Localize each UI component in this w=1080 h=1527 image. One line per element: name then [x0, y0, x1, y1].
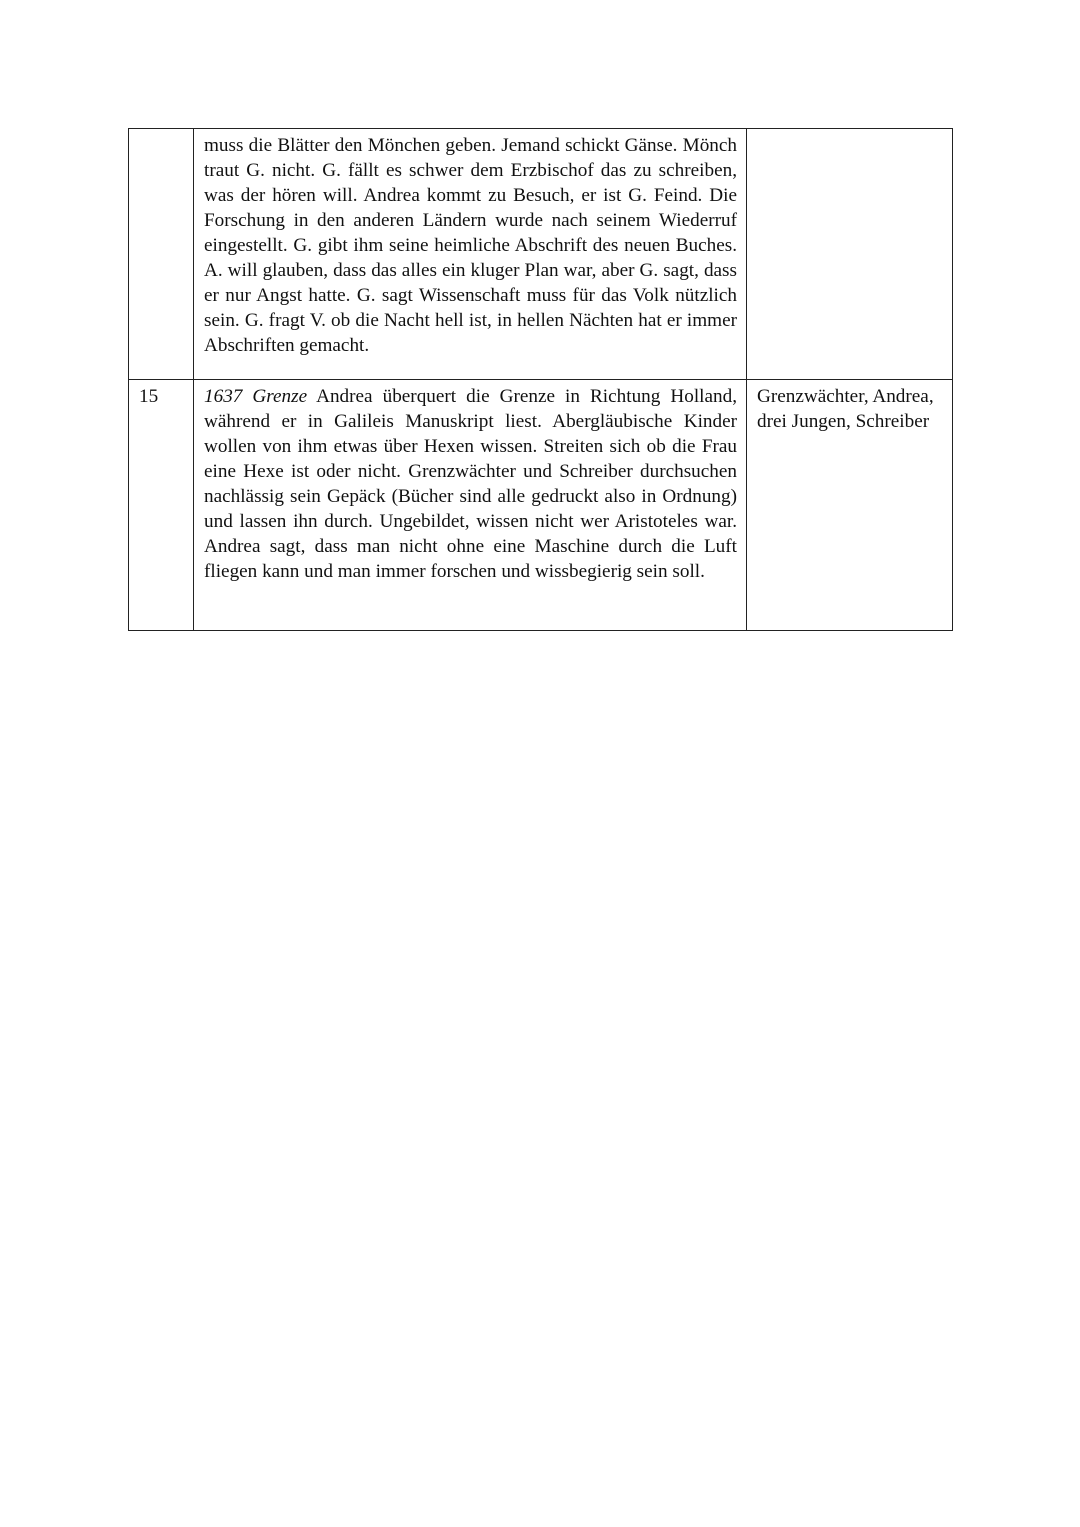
scene-number: 15 [139, 386, 159, 407]
scene-number-cell [129, 129, 194, 380]
scene-summary-text [194, 129, 746, 358]
scene-summary-cell [194, 129, 747, 380]
scene-number-cell [129, 380, 194, 631]
scene-summary-body: muss die Blätter den Mönchen geben. Jemand schickt Gänse. Mönch traut G. nicht. G. fällt es schwer dem Erzbischof das zu schreiben, was der hören will. Andrea kommt zu Besuch, er ist G. Feind. Die Forschung in den anderen Ländern wurde nach seinem Wiederruf eingestellt. G. gibt ihm seine heimliche Abschrift des neuen Buches. A. will glauben, dass das alles ein kluger Plan war, aber G. sagt, dass er nur Angst hatte. G. sagt Wissenschaft muss für das Volk nützlich sein. G. fragt V. ob die Nacht hell ist, in hellen Nächten hat er immer Abschriften gemacht. [204, 135, 737, 356]
scene-number [129, 129, 193, 133]
scene-summary-body: Andrea überquert die Grenze in Richtung Holland, während er in Galileis Manuskript liest. Abergläubische Kinder wollen von ihm etwas über Hexen wissen. Streiten sich ob die Frau eine Hexe ist oder nicht. Grenzwächter und Schreiber durchsuchen nachlässig sein Gepäck (Bücher sind alle gedruckt also in Ordnung) und lassen ihn durch. Ungebildet, wissen nicht wer Aristoteles war. Andrea sagt, dass man nicht ohne eine Maschine durch die Luft fliegen kann und man immer forschen und wissbegierig sein soll. [204, 386, 737, 582]
table-row [129, 380, 953, 631]
scene-summary-cell [194, 380, 747, 631]
scene-characters: Grenzwächter, Andrea, drei Jungen, Schreiber [757, 386, 934, 432]
scene-summary-table [128, 128, 953, 631]
scene-characters [747, 129, 952, 133]
table-row [129, 129, 953, 380]
scene-characters-cell [747, 129, 953, 380]
scene-summary-text [194, 380, 746, 584]
scene-characters-cell [747, 380, 953, 631]
scene-heading: 1637 Grenze [204, 386, 308, 407]
